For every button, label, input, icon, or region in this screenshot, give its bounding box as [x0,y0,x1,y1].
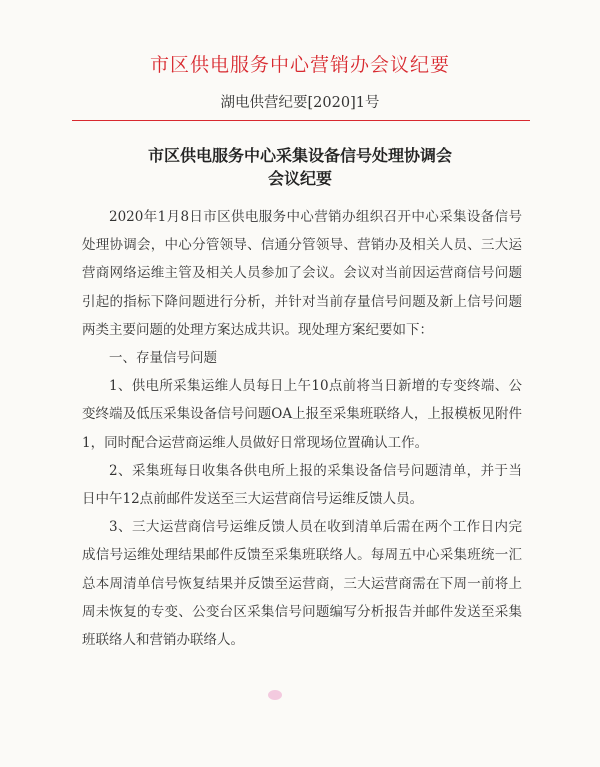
stamp-ink-mark [268,690,282,700]
document-title-line-1: 市区供电服务中心采集设备信号处理协调会 [147,146,452,165]
intro-paragraph: 2020年1月8日市区供电服务中心营销办组织召开中心采集设备信号处理协调会，中心分管领导、信通分管领导、营销办及相关人员、三大运营商网络运维主管及相关人员参加了会议。会议对当前因运营商信号问题引起的指标下降问题进行分析，并针对当前存量信号问题及新上信号问题两类主要问题的处理方案达成共识。现处理方案纪要如下： [82,209,522,338]
header-divider [72,120,530,121]
document-title-line-2: 会议纪要 [267,169,332,188]
document-number: 湖电供营纪要[2020]1号 [220,95,380,111]
section-heading-existing-signal: 一、存量信号问题 [109,350,217,367]
item-1-paragraph: 1、供电所采集运维人员每日上午10点前将当日新增的专变终端、公变终端及低压采集设备信号问题OA上报至采集班联络人，上报模板见附件1，同时配合运营商运维人员做好日常现场位置确认工作。 [82,378,522,451]
item-3-paragraph: 3、三大运营商信号运维反馈人员在收到清单后需在两个工作日内完成信号运维处理结果邮件反馈至采集班联络人。每周五中心采集班统一汇总本周清单信号恢复结果并反馈至运营商，三大运营商需在下周一前将上周未恢复的专变、公变台区采集信号问题编写分析报告并邮件发送至采集班联络人和营销办联络人。 [82,519,522,649]
document-body [82,203,522,654]
document-title [0,144,600,190]
item-2-paragraph: 2、采集班每日收集各供电所上报的采集设备信号问题清单，并于当日中午12点前邮件发送至三大运营商信号运维反馈人员。 [82,462,522,508]
document-header-title: 市区供电服务中心营销办会议纪要 [149,54,450,76]
